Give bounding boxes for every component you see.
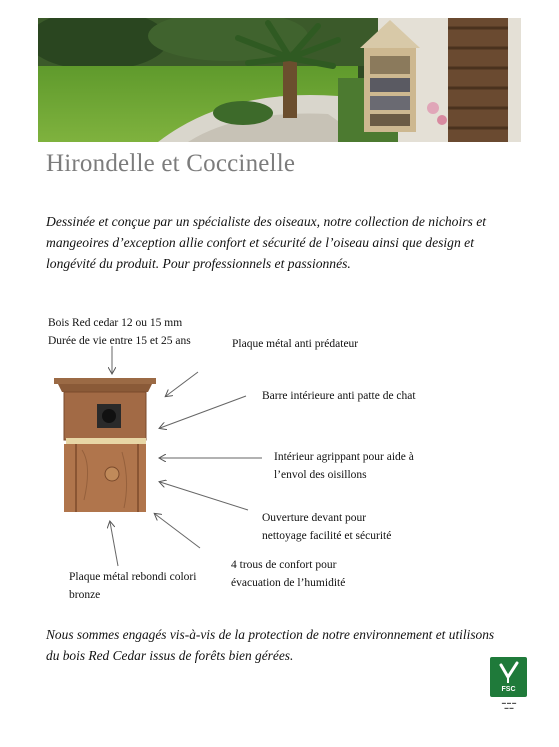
fsc-fine-print: ▬ ▬ ▬ ▬ ▬: [501, 700, 517, 710]
label-bar: Barre intérieure anti patte de chat: [262, 390, 416, 402]
fsc-logo: [490, 657, 530, 710]
label-bronze: Plaque métal rebondi colori bronze: [69, 571, 197, 601]
arrow-bronze: [110, 522, 118, 566]
label-opening: Ouverture devant pour nettoyage facilité et sécurité: [262, 512, 392, 542]
page-title: Hirondelle et Coccinelle: [46, 150, 296, 177]
fsc-label: FSC: [501, 686, 516, 693]
intro-paragraph: Dessinée et conçue par un spécialiste des oiseaux, notre collection de nichoirs et mangeoires d’exception allie confort et sécurité de l’oiseau ainsi que design et longévité du produit. Pour professionnels et passionnés.: [46, 214, 487, 271]
fsc-badge: [490, 657, 527, 697]
arrow-opening: [160, 482, 248, 510]
label-plate: Plaque métal anti prédateur: [232, 338, 359, 350]
environment-paragraph: Nous sommes engagés vis-à-vis de la protection de notre environnement et utilisons du bois Red Cedar issus de forêts bien gérées.: [46, 627, 495, 663]
arrow-bar: [160, 396, 246, 428]
label-holes: 4 trous de confort pour évacuation de l’humidité: [231, 559, 346, 589]
arrow-holes: [155, 514, 200, 548]
arrow-plate: [166, 372, 198, 396]
label-wood: Bois Red cedar 12 ou 15 mm Durée de vie entre 15 et 25 ans: [48, 317, 191, 347]
label-interior: Intérieur agrippant pour aide à l’envol des oisillons: [274, 451, 414, 481]
